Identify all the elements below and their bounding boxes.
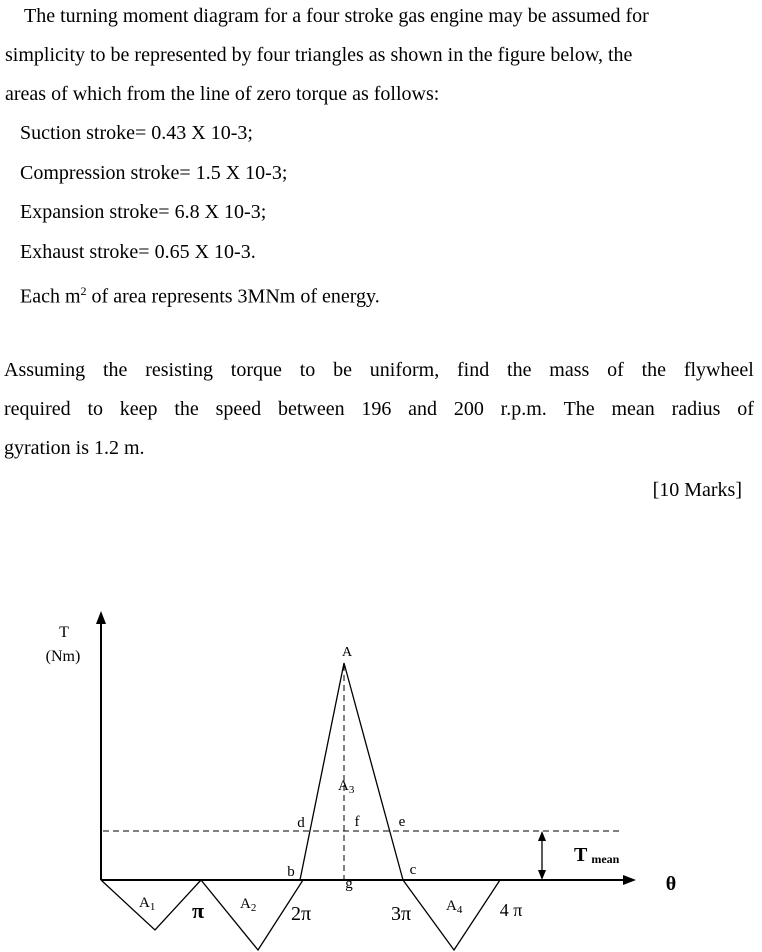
energy-suffix: of area represents 3MNm of energy. <box>86 285 380 308</box>
tick-2pi: 2π <box>290 903 312 925</box>
question-word: required <box>4 398 71 420</box>
area-a1-label <box>139 895 155 913</box>
area-a1-sub: 1 <box>149 901 156 913</box>
question-word: the <box>102 359 128 381</box>
intro-line-3: areas of which from the line of zero torque as follows: <box>5 83 440 105</box>
triangle-a4 <box>403 880 500 950</box>
area-a4-letter: A <box>446 898 457 914</box>
t-mean-arrow-up <box>538 831 546 841</box>
tick-4pi: 4 π <box>499 900 523 920</box>
point-g-label: g <box>345 876 353 892</box>
triangle-a3 <box>300 663 403 880</box>
question-word: radius <box>671 398 721 420</box>
question-line-3: gyration is 1.2 m. <box>4 437 145 459</box>
tick-pi: π <box>191 898 205 923</box>
question-word: between <box>277 398 345 420</box>
question-word: Assuming <box>4 359 86 381</box>
area-a2-letter: A <box>240 896 251 912</box>
point-b-label: b <box>287 864 295 880</box>
area-a4-label <box>446 898 463 916</box>
t-mean-letter: T <box>574 844 588 866</box>
area-a2-label <box>240 896 256 914</box>
area-a3-label <box>338 778 355 796</box>
intro-line-2: simplicity to be represented by four triangles as shown in the figure below, the <box>5 44 633 66</box>
point-d-label: d <box>297 815 305 831</box>
question-word: r.p.m. <box>500 398 547 420</box>
tick-3pi: 3π <box>390 903 412 925</box>
question-word: mean <box>611 398 655 420</box>
question-word: to <box>299 359 316 381</box>
marks-label: [10 Marks] <box>652 479 742 501</box>
question-word: The <box>563 398 595 420</box>
area-a3-sub: 3 <box>348 784 355 796</box>
area-a3-letter: A <box>338 778 349 794</box>
area-a4-sub: 4 <box>456 904 463 916</box>
point-c-label: c <box>409 862 417 878</box>
triangle-a2 <box>201 880 303 950</box>
x-axis-arrow <box>623 875 636 885</box>
t-mean-sub: mean <box>591 852 620 866</box>
question-word: 196 <box>361 398 392 420</box>
area-suction: Suction stroke= 0.43 X 10-3; <box>20 122 253 144</box>
question-word: torque <box>230 359 282 381</box>
energy-sup: 2 <box>80 284 87 298</box>
energy-prefix: Each m <box>20 285 81 308</box>
point-a-label: A <box>341 645 353 660</box>
x-axis-label: θ <box>665 873 677 895</box>
question-word: mass <box>549 359 590 381</box>
t-mean-label <box>574 844 620 866</box>
area-expansion: Expansion stroke= 6.8 X 10-3; <box>20 201 267 223</box>
question-word: and <box>408 398 438 420</box>
question-word: of <box>737 398 754 420</box>
question-word: the <box>174 398 199 420</box>
intro-line-1: The turning moment diagram for a four stroke gas engine may be assumed for <box>24 5 649 27</box>
question-word: of <box>607 359 624 381</box>
y-axis-label: T <box>59 624 69 641</box>
question-word: find <box>457 359 490 381</box>
point-e-label: e <box>398 814 406 830</box>
y-axis-unit: (Nm) <box>45 648 81 665</box>
question-word: to <box>87 398 103 420</box>
t-mean-arrow-down <box>538 870 546 880</box>
question-word: the <box>507 359 532 381</box>
question-word: flywheel <box>683 359 754 381</box>
area-compression: Compression stroke= 1.5 X 10-3; <box>20 161 288 184</box>
point-f-label: f <box>354 814 360 830</box>
question-word: resisting <box>145 359 213 381</box>
question-word: be <box>333 359 352 381</box>
area-a2-sub: 2 <box>250 902 257 914</box>
question-word: keep <box>119 398 158 420</box>
question-word: uniform, <box>369 359 440 381</box>
question-word: the <box>641 359 667 381</box>
question-word: 200 <box>453 398 484 420</box>
area-a1-letter: A <box>139 895 150 911</box>
area-exhaust: Exhaust stroke= 0.65 X 10-3. <box>20 240 256 263</box>
y-axis-arrow <box>96 611 106 624</box>
question-word: speed <box>215 398 262 420</box>
